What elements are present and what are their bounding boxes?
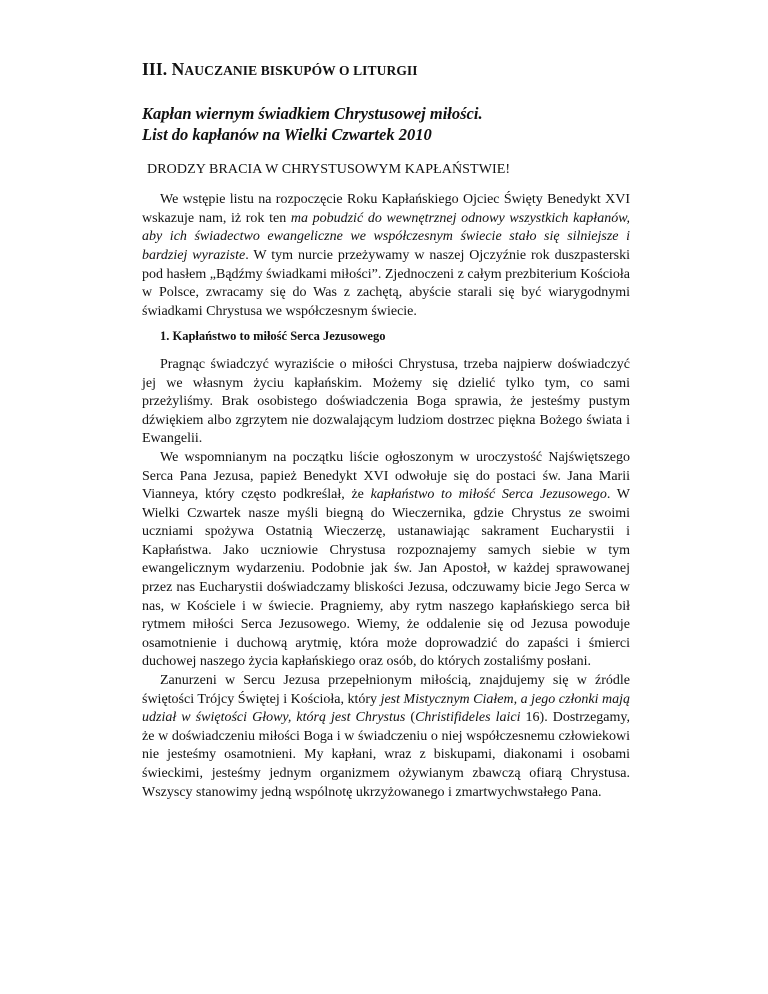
letter-title-line1: Kapłan wiernym świadkiem Chrystusowej miłości.	[142, 103, 483, 123]
section-paragraph-3-emphasis-1: jest Mistycznym Ciałem, a jego członki mają udział w świętości Głowy, którą jest Chrystus	[142, 691, 630, 726]
section-paragraph-3-emphasis-2: Christifideles laici	[415, 710, 521, 726]
intro-emphasis: ma pobudzić do wewnętrznej odnowy wszystkich kapłanów, aby ich świadectwo ewangeliczne we współczesnym świecie stało się silniejsze i bardziej wyraziste	[142, 210, 630, 263]
chapter-title: AUCZANIE BISKUPÓW O LITURGII	[184, 63, 418, 78]
intro-paragraph	[142, 191, 630, 321]
section-paragraph-3	[142, 672, 630, 802]
section-paragraph-2-emphasis: kapłaństwo to miłość Serca Jezusowego	[370, 487, 607, 503]
section-heading: 1. Kapłaństwo to miłość Serca Jezusowego	[160, 329, 386, 344]
section-paragraph-2-text-b: . W Wielki Czwartek nasze myśli biegną do Wieczernika, gdzie Chrystus ze swoimi uczniami spożywa Ostatnią Wieczerzę, ustanawiając sakrament Eucharystii i Kapłaństwa. Jako uczniowie Chrystusa rozpoznajemy samych siebie w tym ewangelicznym wydarzeniu. Podobnie jak św. Jan Apostoł, w każdej sprawowanej przez nas Eucharystii doświadczamy bliskości Jezusa, odczuwamy bicie Jego Serca w nas, w Kościele i w świecie. Pragniemy, aby rytm naszego kapłańskiego serca bił rytmem miłości Serca Jezusowego. Wiemy, że oddalenie się od Jezusa powoduje osamotnienie i duchową arytmię, która może doprowadzić do zapaści i śmierci duchowej naszego życia kapłańskiego oraz osób, do których zostaliśmy posłani.	[142, 487, 631, 670]
intro-text-b: . W tym nurcie przeżywamy w naszej Ojczyźnie rok duszpasterski pod hasłem „Bądźmy świadkami miłości”. Zjednoczeni z całym prezbiterium Kościoła w Polsce, zwracamy się do Was z zachętą, abyście starali się być wiarygodnymi świadkami Chrystusa we współczesnym świecie.	[142, 247, 630, 319]
section-paragraph-2-text-a: We wspomnianym na początku liście ogłoszonym w uroczystość Najświętszego Serca Pana Jezusa, papież Benedykt XVI odwołuje się do postaci św. Jana Marii Vianneya, który często podkreślał, że	[142, 449, 630, 503]
chapter-number: III. N	[142, 59, 185, 79]
section-paragraph-2	[142, 449, 630, 672]
document-page	[142, 60, 630, 802]
section-paragraph-3-text-a: Zanurzeni w Sercu Jezusa przepełnionym miłością, znajdujemy się w źródle świętości Trójcy Świętej i Kościoła, który	[142, 673, 630, 707]
letter-title-line2: List do kapłanów na Wielki Czwartek 2010	[142, 124, 432, 144]
letter-title	[142, 103, 630, 145]
section-paragraph-1: Pragnąc świadczyć wyraziście o miłości Chrystusa, trzeba najpierw doświadczyć jej we własnym życiu kapłańskim. Możemy się dzielić tylko tym, co sami przeżyliśmy. Brak osobistego doświadczenia Boga sprawia, że jesteśmy pustym dźwiękiem albo zgrzytem nie dozwalającym ludziom dostrzec piękna Bożego świata i Ewangelii.	[142, 356, 630, 447]
section-paragraph-3-text-c: 16). Dostrzegamy, że w doświadczeniu miłości Boga i w świadczeniu o niej współczesnemu człowiekowi nie jesteśmy osamotnieni. My kapłani, wraz z biskupami, diakonami i osobami świeckimi, jesteśmy jednym organizmem ożywianym zbawczą ofiarą Chrystusa. Wszyscy stanowimy jedną wspólnotę ukrzyżowanego i zmartwychwstałego Pana.	[142, 710, 630, 800]
chapter-heading	[142, 60, 630, 81]
intro-text-a: We wstępie listu na rozpoczęcie Roku Kapłańskiego Ojciec Święty Benedykt XVI wskazuje nam, iż rok ten	[142, 192, 630, 226]
section-paragraph-3-text-b: (	[405, 710, 416, 726]
salutation: DRODZY BRACIA W CHRYSTUSOWYM KAPŁAŃSTWIE!	[147, 161, 511, 177]
